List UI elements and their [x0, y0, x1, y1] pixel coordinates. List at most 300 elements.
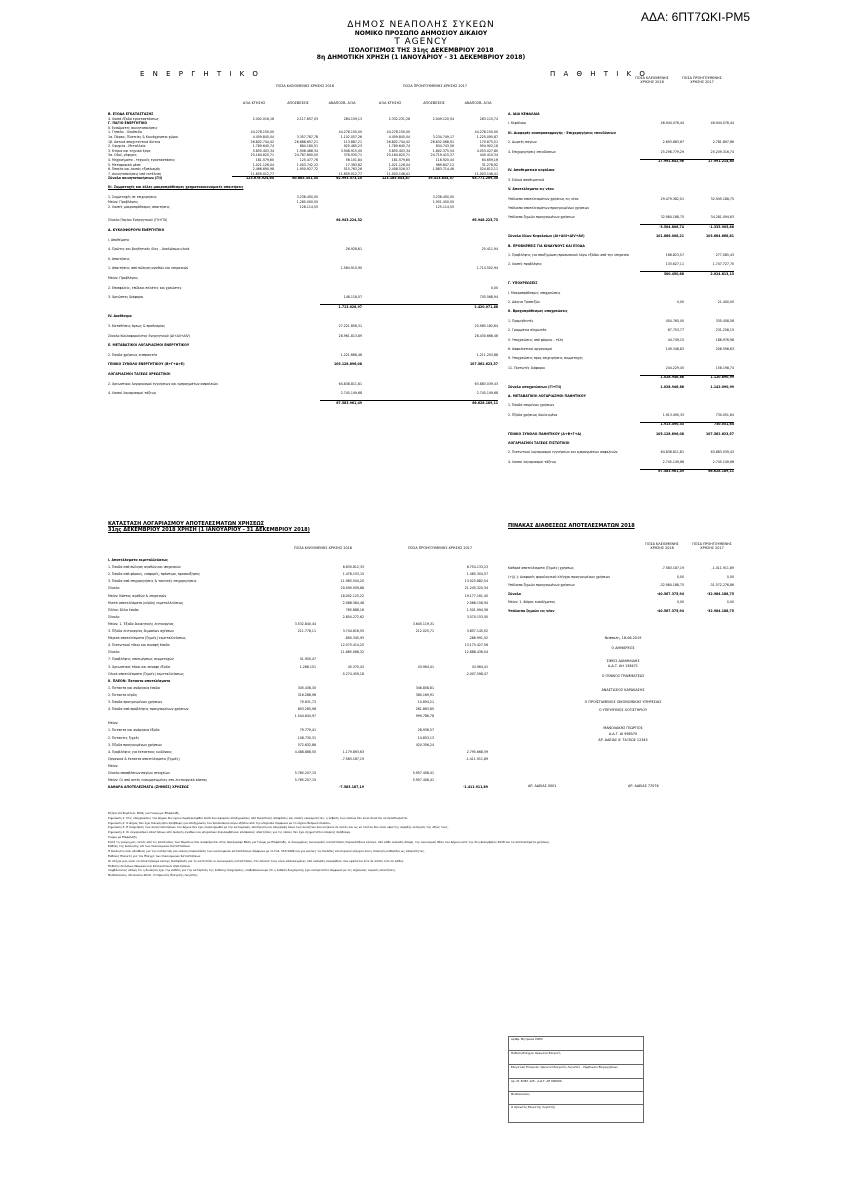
income-row: [108, 736, 498, 740]
income-row-value: -890.345,93: [344, 636, 364, 641]
liab-row-value: 105.128.896,08: [655, 431, 684, 436]
asset-row-value: 445.410,34: [479, 153, 498, 158]
liab-row: [508, 328, 738, 332]
current-row: [108, 372, 498, 376]
income-row-value: 43.964,41: [417, 664, 434, 669]
distribution-title: ΠΙΝΑΚΑΣ ΔΙΑΘΕΣΕΩΣ ΑΠΟΤΕΛΕΣΜΑΤΩΝ 2018: [508, 523, 635, 529]
liab-row-label: ΛΟΓΑΡΙΑΣΜΟΙ ΤΑΞΕΩΣ ΠΙΣΤΩΤΙΚΟΙ: [508, 441, 570, 445]
asset-row-value: 44.278.150,00: [474, 130, 498, 135]
accountant-reg: ΑΡ. ΑΔΕΙΑΣ Α' ΤΑΞΕΩΣ 12345: [598, 738, 648, 742]
asset-row-label: 6. Έπιπλα και λοιπός εξοπλισμός: [108, 167, 161, 172]
fixed-total-label: Σύνολο Παγίου Ενεργητικού (ΓΙΙ+ΓΙΙΙ): [108, 218, 168, 222]
dist-row-value: 0,00: [676, 574, 684, 579]
asset-row-value: 63.771.209,30: [472, 176, 498, 181]
assets-col-header: ΑΞΙΑ ΚΤΗΣΗΣ: [242, 101, 266, 105]
liab-row: [508, 319, 738, 323]
income-row-label: 7. Προβλέψεις υποτιμήσεως συμμετοχών: [108, 657, 174, 662]
asset-row-label: ΙΙ. Ενσώματες ακινητοποιήσεις: [108, 125, 158, 130]
dist-row-value: -32.984.188,75: [706, 609, 734, 613]
asset-row-value: 125.477,76: [299, 158, 318, 162]
income-row: [108, 650, 498, 654]
gm-title: Ο ΓΕΝΙΚΟΣ ΓΡΑΜΜΑΤΕΑΣ: [601, 674, 645, 678]
current-row-value: 105.128.896,08: [333, 362, 362, 367]
income-row-value: 2.068.158,94: [466, 600, 488, 605]
asset-row-value: 2.049.120,54: [432, 116, 454, 121]
income-row-value: 999.786,78: [415, 714, 434, 719]
participation-row: [108, 205, 498, 209]
asset-row-value: 2.402.016,16: [252, 116, 274, 121]
note-paragraph: Η Διοίκηση είναι υπεύθυνη για την κατάρτιση και εύλογη παρουσίαση των οικονομικών καταστάσεων σύμφωνα με το Π.Δ. 315/1999 και για εκείνες τις δικλίδες εσωτερικού ελέγχου που η διοίκηση καθορίζει ως απαραίτητες.: [108, 849, 425, 854]
liab-row: [508, 300, 738, 304]
income-row-value: 211.778,11: [297, 629, 316, 633]
assets-column-headers: [232, 101, 492, 107]
participation-row-label: Μείον: Προβλέψεις: [108, 200, 139, 204]
liab-row-value: 1.028.946,86: [660, 375, 684, 380]
liab-row-value: 166.823,57: [665, 253, 684, 257]
stamp-row-5: Θεσσαλονίκη: [509, 1092, 643, 1105]
asset-row: [108, 140, 498, 144]
note-paragraph: Σημείωση 2: Ο Δήμος δεν έχει διενεργήσει πρόβλεψη για αποζημίωση του προσωπικού λόγω εξόδου από την υπηρεσία σύμφωνα με το ισχύον θεσμικό πλαίσιο.: [108, 820, 331, 825]
income-row: [108, 728, 498, 732]
income-table: [108, 558, 498, 798]
liab-row: [508, 366, 738, 370]
note-paragraph: Έκθεση επί Άλλων Νομικών και Κανονιστικών Απαιτήσεων: [108, 863, 191, 868]
note-paragraph: Γνώμη με Επιφύλαξη: [108, 834, 137, 839]
liab-row-value: -1.335.905,88: [709, 224, 734, 229]
income-row: [108, 579, 498, 583]
assets-col-header: ΑΠΟΣΒΕΣΕΙΣ: [423, 101, 445, 105]
asset-row-value: 3.234.749,17: [432, 135, 454, 139]
current-row-value: 705.568,94: [479, 295, 498, 300]
income-row-value: 3.532.840,44: [294, 621, 316, 626]
asset-row-value: 11.003.146,41: [386, 171, 410, 176]
income-row: [108, 572, 498, 576]
income-row-label: 3. Έξοδα λειτουργίας δημοσίων σχέσεων: [108, 629, 174, 633]
liab-row-label: Σύνολο υποχρεώσεων (ΓΙ+ΓΙΙ): [508, 384, 562, 389]
income-row: [108, 601, 498, 605]
assets-period-prior: ΠΟΣΑ ΠΡΟΗΓΟΥΜΕΝΗΣ ΧΡΗΣΗΣ 2017: [402, 84, 468, 88]
current-row-label: 4. Πρώτες και βοηθητικές ύλες - Αναλώσιμα υλικά: [108, 247, 190, 252]
asset-row-value: 62.993.573,10: [336, 176, 362, 181]
asset-row-value: 3.948.915,00: [340, 148, 362, 153]
liab-row: [508, 206, 738, 210]
income-row-value: 420.356,24: [415, 742, 434, 747]
income-row-value: 5.957.408,41: [412, 771, 434, 775]
income-row: [108, 622, 498, 626]
asset-row-value: 181.579,60: [255, 158, 274, 162]
dist-row-value: -32.984.188,75: [659, 583, 684, 588]
liab-row: [508, 262, 738, 266]
income-row-label: 3. Έσοδα από επιχορηγήσεις & τακτικές επιχορηγήσεις: [108, 579, 197, 584]
current-row-label: ΛΟΓΑΡΙΑΣΜΟΙ ΤΑΞΕΩΣ ΧΡΕΩΣΤΙΚΟΙ: [108, 372, 171, 376]
income-row-value: 12.888.436,04: [464, 650, 488, 655]
current-row-value: 67.583.961,49: [336, 400, 362, 405]
liab-row: [508, 281, 738, 285]
liab-row-value: 1.142.090,99: [710, 384, 734, 389]
liab-row-label: ΙΙ. Βραχυπρόθεσμες υποχρεώσεις: [508, 309, 568, 314]
current-row-value: 1.211.203,88: [476, 352, 498, 357]
liab-row: [508, 168, 738, 172]
asset-row-value: 26.802.744,42: [250, 139, 274, 144]
right-license: ΑΡ. ΑΔΕΙΑΣ 77076: [628, 784, 659, 788]
dist-col-current: ΠΟΣΑ ΚΛΕΙΟΜΕΝΗΣ ΧΡΗΣΗΣ 2018: [645, 542, 679, 550]
income-row-label: ΚΑΘΑΡΑ ΑΠΟΤΕΛΕΣΜΑΤΑ (ΖΗΜΙΕΣ) ΧΡΗΣΕΩΣ: [108, 785, 189, 790]
dist-row-label: Σύνολο: [508, 591, 521, 596]
income-row-value: 4.488.888,50: [294, 749, 316, 754]
asset-row-value: 1.225.095,87: [476, 135, 498, 139]
asset-row-value: 11.659.012,77: [250, 171, 274, 176]
liab-row-value: 730.051,64: [715, 412, 734, 417]
income-row-value: 3.570.153,50: [466, 614, 488, 619]
dist-row: [508, 600, 738, 604]
income-row-value: 316.288,96: [297, 692, 316, 697]
agency-name: T AGENCY: [394, 37, 448, 47]
asset-row: [108, 149, 498, 153]
liab-row: [508, 385, 738, 389]
income-row: [108, 714, 498, 718]
asset-row-value: 1.789.645,74: [252, 144, 274, 149]
income-row-value: 212.025,71: [415, 629, 434, 633]
current-row-value: 25.985.182,64: [474, 324, 498, 328]
liab-row-value: 300.450,68: [663, 271, 684, 276]
asset-row: [108, 172, 498, 176]
liab-row-value: 158.198,74: [715, 365, 734, 370]
liab-row-label: 5. Υποχρεώσεις από φόρους - τέλη: [508, 337, 564, 342]
current-row-label: ΙΙ. Απαιτήσεις: [108, 256, 130, 261]
income-row: [108, 657, 498, 661]
mayor-id: Α.Δ.Τ. ΑΗ 138471: [608, 664, 638, 668]
liab-row-value: 0,00: [676, 300, 684, 304]
liab-row-label: 9. Υποχρεώσεις προς επιχειρήσεις συμμετοχής: [508, 356, 583, 361]
liab-row-value: 208.598,63: [715, 347, 734, 351]
income-row-label: 1. Έκτακτα και ανόργανα έξοδα: [108, 728, 160, 733]
current-row-value: 1.713.028,97: [338, 304, 362, 309]
liab-row-value: 1.120.690,99: [710, 375, 734, 380]
asset-row: [108, 121, 498, 125]
income-row: [108, 700, 498, 704]
income-row-value: 79.831,73: [299, 700, 316, 704]
participations-title: ΙΙΙ. Συμμετοχές και άλλες μακροπρόθεσμες χρηματοοικονομικές απαιτήσεις: [108, 185, 244, 189]
asset-row-label: 3. Κτίρια και τεχνικά έργα: [108, 148, 151, 153]
current-row: [108, 391, 498, 395]
asset-row-value: 26.802.744,42: [386, 139, 410, 144]
income-row: [108, 558, 498, 562]
note-paragraph: Οι στόχοι μας είναι να αποκτήσουμε εύλογη διασφάλιση για το κατά πόσο οι οικονομικές καταστάσεις στο σύνολό τους είναι απαλλαγμένες από ουσιώδη ανακρίβεια, που οφείλεται είτε σε απάτη είτε σε λάθος.: [108, 858, 405, 863]
current-row: [108, 353, 498, 357]
assets-col-header: ΑΝΑΠΟΣΒ. ΑΞΙΑ: [464, 101, 492, 105]
liab-row-value: 454.765,00: [665, 318, 684, 323]
liab-row: [508, 291, 738, 295]
stamp-row-3: Ελεγκτική Εταιρεία: Ορκωτοί Ελεγκτές Λογιστές - Σύμβουλοι Επιχειρήσεων: [509, 1065, 643, 1079]
current-row: [108, 247, 498, 251]
liab-row-label: 2. Γραμμάτια πληρωτέα: [508, 328, 547, 333]
income-row: [108, 629, 498, 633]
current-row-value: 2.745.149,68: [476, 391, 498, 396]
income-row-value: -7.583.187,19: [341, 756, 364, 761]
income-row-label: Ι. Αποτελέσματα εκμεταλλεύσεως: [108, 558, 168, 562]
participation-row-value: 128.114,55: [299, 205, 318, 209]
assets-table: [108, 112, 498, 512]
liab-row-value: 27.992.642,96: [658, 159, 684, 163]
current-row-label: ΓΕΝΙΚΟ ΣΥΝΟΛΟ ΕΝΕΡΓΗΤΙΚΟΥ (Β+Γ+Δ+Ε): [108, 362, 185, 367]
asset-row-value: 113.887,21: [343, 139, 362, 144]
asset-row-value: 25.164.825,71: [250, 153, 274, 158]
income-row-label: 2. Έκτακτα κέρδη: [108, 692, 137, 697]
current-row-label: Σύνολο Κυκλοφορούντος Ενεργητικού (ΔΙ+ΔΙΙ+ΔΙV): [108, 333, 190, 338]
liab-row: [508, 121, 738, 125]
income-row-value: 1.544.844,97: [294, 714, 316, 719]
asset-row-value: 2.117.857,03: [296, 116, 318, 121]
income-row-label: Σύνολο: [108, 650, 120, 655]
asset-row-value: 24.787.890,00: [294, 153, 318, 158]
income-row-value: 261.863,85: [415, 707, 434, 712]
income-row-label: 4. Έσοδα από προβλέψεις προηγουμένων χρήσεων: [108, 707, 189, 712]
income-row-value: -2.007.598,47: [465, 671, 488, 676]
liab-total-line: [640, 375, 734, 376]
current-row: [108, 334, 498, 338]
liab-row-value: 32.984.188,75: [660, 215, 684, 220]
income-row: [108, 608, 498, 612]
current-row-label: Ι. Αποθέματα: [108, 237, 129, 242]
income-statement-heading: [108, 521, 310, 533]
income-row: [108, 665, 498, 669]
ada-stamp: ΑΔΑ: 6ΠΤ7ΩΚΙ-ΡΜ5: [640, 10, 750, 24]
income-row-value: 43.964,41: [471, 664, 488, 669]
current-row-label: 2. Επισφαλείς, επίδικοι πελάτες και χρεώστες: [108, 285, 182, 290]
fixed-total-value: 65.948.223,73: [472, 218, 498, 222]
liab-row-value: 1.028.946,86: [660, 384, 684, 389]
liab-row-value: 186.976,98: [715, 337, 734, 342]
income-row-label: 2. Έσοδα από φόρους, εισφορές, πρόστιμα, προσαυξήσεις: [108, 572, 201, 577]
liab-row-label: 2. Δωρεές παγίων: [508, 140, 537, 145]
note-paragraph: Κατά τη γνώμη μας, εκτός από τις επιπτώσεις των θεμάτων που αναφέρονται στην παράγραφο Βάση για Γνώμη με Επιφύλαξη, οι συνημμένες οικονομικές καταστάσεις παρουσιάζουν εύλογα, από κάθε ουσιώδη άποψη, την οικονομική θέση του Δήμου κατά την 31η Δεκεμβρίου 2018 και τα αποτελέσματα χρήσεως.: [108, 839, 551, 844]
liab-row-value: 1.913.490,33: [660, 422, 684, 427]
income-row-label: Πλέον: Άλλα έσοδα: [108, 607, 139, 612]
current-row: [108, 314, 498, 318]
liab-row-label: 11. Πιστωτές διάφοροι: [508, 365, 545, 370]
auditor-notes: [108, 812, 728, 879]
income-row-label: Ολικά αποτελέσματα (ζημιές) εκμεταλλεύσεως: [108, 671, 184, 676]
liab-row: [508, 225, 738, 229]
income-row-label: Μείον:: [108, 763, 119, 768]
asset-row-value: 44.278.150,00: [250, 130, 274, 135]
income-row-label: Μερικά αποτελέσματα (ζημιές) εκμεταλλεύσεως: [108, 636, 186, 641]
liab-row: [508, 450, 738, 454]
income-row-value: 18.002.125,22: [340, 593, 364, 598]
income-row-value: 11.685.068,32: [340, 650, 364, 655]
income-row-label: 4. Πιστωτικοί τόκοι και συναφή έσοδα: [108, 643, 170, 648]
liab-row: [508, 197, 738, 201]
asset-row-label: 3α. Οδοί, γέφυρες: [108, 153, 137, 158]
income-row-value: 10.894,21: [417, 700, 434, 704]
income-row-value: 19.177.161,40: [464, 593, 488, 598]
asset-row-value: 515.763,26: [343, 167, 362, 172]
income-row-value: 20.090.509,68: [340, 586, 364, 591]
income-row-value: 1.501.994,56: [466, 607, 488, 612]
income-row: [108, 636, 498, 640]
asset-row-label: 5. Μεταφορικά μέσα: [108, 162, 141, 167]
income-row-value: 6.630.812,33: [342, 565, 364, 570]
asset-row: [108, 144, 498, 148]
income-period-current: ΠΟΣΑ ΚΛΕΙΟΜΕΝΗΣ ΧΡΗΣΗΣ 2018: [294, 546, 352, 550]
dist-row-value: -40.567.375,94: [656, 609, 684, 613]
income-row-label: Σύνολο αποσβέσεων παγίων στοιχείων: [108, 771, 170, 775]
asset-row: [108, 167, 498, 171]
asset-row-label: 4. Λοιπά έξοδα εγκαταστάσεως: [108, 116, 159, 121]
liab-row: [508, 422, 738, 426]
current-row: [108, 286, 498, 290]
asset-row: [108, 163, 498, 167]
current-row: [108, 238, 498, 242]
asset-row-value: 11.659.012,77: [338, 171, 362, 176]
income-title: ΚΑΤΑΣΤΑΣΗ ΛΟΓΑΡΙΑΣΜΟΥ ΑΠΟΤΕΛΕΣΜΑΤΩΝ ΧΡΗΣΕΩΣ: [108, 521, 265, 527]
liab-row-label: 3. Ειδικά αποθεματικά: [508, 177, 544, 182]
income-row: [108, 778, 498, 782]
asset-row-label: 7. Ακινητοποιήσεις υπό εκτέλεση: [108, 171, 162, 176]
income-row: [108, 672, 498, 676]
liab-row: [508, 413, 738, 417]
asset-row-value: 1.802.375,54: [432, 148, 454, 153]
liab-row-label: 2. Πιστωτικοί λογαριασμοί εγγυήσεων και εμπραγμάτων ασφαλειών: [508, 450, 618, 455]
current-row-value: 1.564.910,90: [340, 266, 362, 271]
asset-row-value: 1.021.126,04: [252, 162, 274, 167]
liab-row-value: 231.258,15: [715, 328, 734, 333]
liab-row-value: 64.838.811,81: [660, 450, 684, 455]
liab-total-line: [640, 271, 734, 272]
mayor-title: Ο ΔΗΜΑΡΧΟΣ: [611, 646, 635, 650]
liab-row-value: 66.628.189,11: [708, 469, 734, 474]
asset-row-value: 17.383,82: [345, 162, 362, 167]
liab-row-value: 2.693.863,67: [662, 140, 684, 145]
income-row-value: 2.795.668,59: [466, 749, 488, 754]
asset-row-value: 123.185.043,87: [381, 176, 410, 181]
income-row-value: 1.465.304,57: [466, 572, 488, 577]
liab-row-value: 2.781.897,86: [712, 140, 734, 145]
current-row-label: 1. Απαιτήσεις από πώληση αγαθών και υπηρεσιών: [108, 266, 189, 271]
asset-row-value: 2.466.690,98: [252, 167, 274, 172]
asset-row-label: 1β. Αστικά αποχετευτικά δίκτυα: [108, 139, 161, 144]
asset-row-label: Σύνολο ακινητοποιήσεων (ΓΙΙ): [108, 176, 163, 181]
assets-col-header: ΑΝΑΠΟΣΒ. ΑΞΙΑ: [328, 101, 356, 105]
income-row: [108, 764, 498, 768]
asset-row-value: 44.278.150,00: [386, 130, 410, 135]
asset-fixed-rule: [232, 176, 498, 177]
income-row-value: 12.575.414,25: [340, 643, 364, 648]
asset-row-label: 1α. Πάρκα, Πλατείες & Κοινόχρηστοι χώροι: [108, 135, 179, 139]
liab-row-label: 2. Έξοδα χρήσεως δουλευμένα: [508, 412, 558, 417]
asset-row-value: 1.789.645,74: [388, 144, 410, 149]
asset-row: [108, 126, 498, 130]
liab-row-label: Σύνολο Ιδίων Κεφαλαίων (ΑΙ+ΑΙΙΙ+AIV+AV): [508, 234, 585, 239]
income-row-value: 21.245.320,34: [464, 586, 488, 591]
assets-period-current: ΠΟΣΑ ΚΛΕΙΟΜΕΝΗΣ ΧΡΗΣΗΣ 2018: [276, 84, 334, 88]
income-row: [108, 586, 498, 590]
liab-row-value: 244.229,45: [665, 365, 684, 370]
income-row: [108, 615, 498, 619]
current-row-label: 2. Χρεωστικοί λογαριασμοί εγγυήσεων και εμπραγμάτων ασφαλειών: [108, 381, 219, 386]
stamp-row-2: Έκθεση Ελέγχου Ορκωτού Ελεγκτή: [509, 1051, 643, 1065]
asset-row-label: 4. Μηχανήματα - τεχνικές εγκαταστάσεις: [108, 158, 176, 162]
note-paragraph: Ευθύνη της Διοίκησης επί των Οικονομικών Καταστάσεων: [108, 844, 191, 849]
income-row-value: 380.169,91: [415, 692, 434, 697]
income-row: [108, 721, 498, 725]
signatures-block: [508, 636, 738, 806]
income-row-label: Σύνολο: [108, 586, 120, 591]
liab-row-label: 2. Λοιπές προβλέψεις: [508, 262, 543, 267]
asset-row: [108, 112, 498, 116]
assets-col-header: ΑΠΟΣΒΕΣΕΙΣ: [287, 101, 309, 105]
liab-row: [508, 244, 738, 248]
income-row-value: 3.645.119,31: [412, 621, 434, 626]
dist-row: [508, 609, 738, 613]
liab-row-value: 133.627,11: [665, 262, 684, 267]
asset-row: [108, 130, 498, 134]
dist-row-value: -7.583.187,19: [661, 566, 684, 570]
fixed-total-row: [108, 218, 498, 222]
current-row-value: 1.221.866,46: [340, 352, 362, 357]
asset-row-value: 2.408.526,57: [388, 167, 410, 172]
income-row-label: 3. Έσοδα προηγουμένων χρήσεων: [108, 700, 163, 704]
current-row-value: 2.420.071,88: [474, 304, 498, 309]
liab-total-line: [640, 159, 734, 160]
liab-row-label: V. Αποτελέσματα εις νέον: [508, 187, 554, 192]
liab-row: [508, 178, 738, 182]
income-row-value: 1.288.151: [299, 664, 316, 669]
income-row-value: 3.857.145,02: [466, 629, 488, 633]
liab-row-value: 2.745.149,68: [662, 459, 684, 464]
liab-row: [508, 187, 738, 191]
income-row-value: 1.179.893,63: [342, 749, 364, 754]
income-row-value: 3.744.618,55: [342, 629, 364, 633]
asset-row-label: 2. Ορυχεία - Μεταλλεία: [108, 144, 146, 149]
balance-sheet-title: ΙΣΟΛΟΓΙΣΜΟΣ ΤΗΣ 31ης ΔΕΚΕΜΒΡΙΟΥ 2018: [348, 47, 494, 54]
accountant-id: Α.Δ.Τ. ΑΙ 998570: [608, 732, 638, 736]
liab-row: [508, 131, 738, 135]
liab-row-label: 2. Δάνεια Τραπεζών: [508, 300, 540, 304]
asset-row-label: 1. Γήπεδα - Οικόπεδα: [108, 130, 142, 135]
liab-row: [508, 469, 738, 473]
liab-row: [508, 234, 738, 238]
note-paragraph: Σημείωση 3: Η διαχείριση των ακινητοποιήσεων του Δήμου δεν έχει ολοκληρωθεί με την καταγραφή, αποτίμηση και απογραφή όλων των ακινήτων που ανήκουν σε αυτόν και ως εκ τούτου δεν είναι εφικτή η ακριβής εκτίμηση της αξίας τους.: [108, 825, 449, 830]
current-row-value: 28.961.813,89: [338, 333, 362, 338]
dist-row-label: (+)/(-): Διαφορές φορολογικού ελέγχου προηγουμένων χρήσεων: [508, 574, 611, 579]
note-paragraph: Ευθύνες Ελεγκτή για τον Έλεγχο των Οικονομικών Καταστάσεων: [108, 854, 201, 859]
liab-col-current: ΠΟΣΑ ΚΛΕΙΟΜΕΝΗΣ ΧΡΗΣΗΣ 2018: [635, 76, 669, 84]
current-row-label: Μείον: Προβλέψεις: [108, 276, 139, 280]
liab-row-value: 149.348,83: [665, 347, 684, 351]
income-row-value: 345.438,30: [297, 685, 316, 690]
stamp-row-6: Ο Ορκωτός Ελεγκτής Λογιστής: [511, 1105, 556, 1109]
liab-row-label: IV. Αποθεματικά κεφάλαια: [508, 168, 555, 173]
asset-row-value: 1.021.126,04: [388, 162, 410, 167]
liab-row: [508, 347, 738, 351]
current-row: [108, 382, 498, 386]
asset-row-value: 181.579,60: [391, 158, 410, 162]
left-license: ΑΡ. ΑΔΕΙΑΣ 0001: [528, 784, 557, 788]
dist-row-label: Μείον: 1. Φόρος εισοδήματος: [508, 600, 556, 605]
liab-row: [508, 394, 738, 398]
assets-col-header: ΑΞΙΑ ΚΤΗΣΗΣ: [378, 101, 402, 105]
asset-row-value: 3.357.787,78: [296, 135, 318, 139]
place-date: Νεάπολη, 18-06-2019: [604, 636, 642, 640]
accountant-title: Ο ΥΠΕΥΘΥΝΟΣ ΛΟΓΙΣΤΗΡΙΟΥ: [598, 708, 648, 712]
liab-row: [508, 441, 738, 445]
income-row-value: 79.779,41: [299, 728, 316, 733]
note-paragraph: Ρήτρα επί θεμάτων: Βάση για Γνώμη με Επιφύλαξη: [108, 811, 180, 815]
asset-row-value: 5.855.403,34: [388, 148, 410, 153]
asset-row-label: Γ. ΠΑΓΙΟ ΕΝΕΡΓΗΤΙΚΟ: [108, 121, 148, 126]
asset-row: [108, 117, 498, 121]
